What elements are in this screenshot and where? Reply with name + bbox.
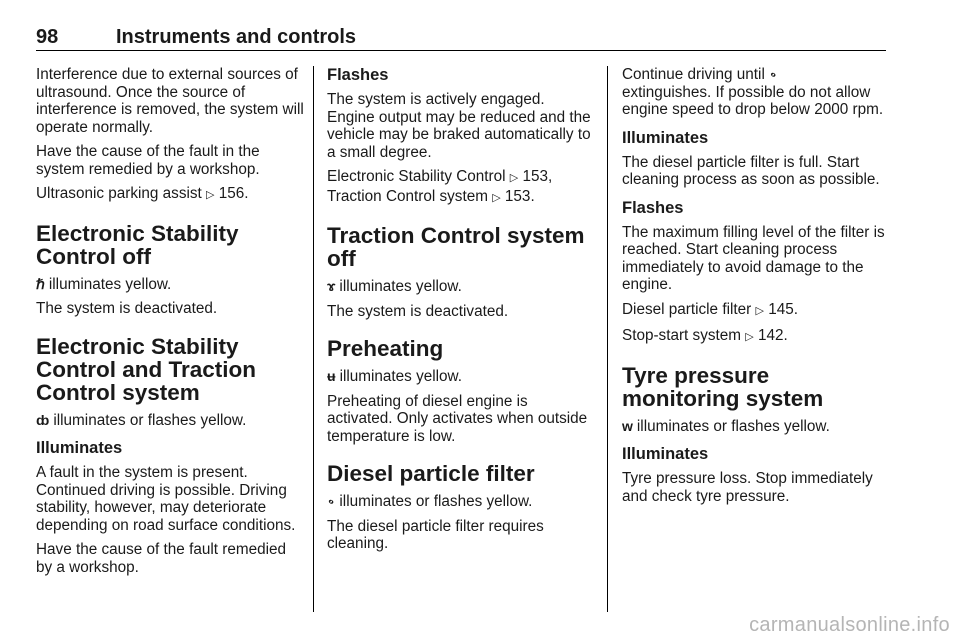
dpf-indicator-text: illuminates or flashes yellow. <box>339 493 533 510</box>
paragraph-continue-driving <box>622 66 890 119</box>
preheat-coil-icon: ʉ <box>327 368 336 384</box>
column-divider-1 <box>313 66 314 612</box>
particle-filter-icon: ꠶ <box>327 493 336 509</box>
heading-flashes: Flashes <box>327 66 389 84</box>
tc-off-indicator-text: illuminates yellow. <box>339 278 462 295</box>
esc-off-warning-icon: ℏ <box>36 275 45 292</box>
reference-label: Traction Control system <box>327 187 488 205</box>
reference-label: Ultrasonic parking assist <box>36 185 202 202</box>
esc-tc-indicator-line <box>36 412 304 430</box>
reference-label: Electronic Stability Control <box>327 168 506 185</box>
reference-page: 142. <box>757 327 788 344</box>
esc-off-indicator-text: illuminates yellow. <box>48 275 172 293</box>
tyre-pressure-icon: w <box>622 417 633 434</box>
column-divider-2 <box>607 66 608 612</box>
reference-stop-start[interactable] <box>622 327 890 347</box>
reference-esc[interactable] <box>327 168 552 185</box>
page-header <box>36 22 886 52</box>
paragraph-max-filling: The maximum filling level of the filter is reached. Start cleaning process immediately to avoid damage to the engine. <box>622 223 885 293</box>
paragraph-preheating: Preheating of diesel engine is activated. Only activates when outside temperature is low. <box>327 392 588 445</box>
column-3 <box>622 66 890 512</box>
footer-watermark: carmanualsonline.info <box>749 614 950 636</box>
reference-page: 145. <box>768 300 798 318</box>
paragraph-filter-full: The diesel particle filter is full. Start cleaning process as soon as possible. <box>622 153 880 188</box>
tc-off-warning-icon: ɤ <box>327 278 336 294</box>
heading-illuminates: Illuminates <box>36 439 123 457</box>
heading-preheating: Preheating <box>327 336 444 361</box>
heading-dpf: Diesel particle filter <box>327 461 535 486</box>
paragraph-dpf-cleaning: The diesel particle filter requires cleaning. <box>327 517 544 552</box>
esc-tc-indicator-text: illuminates or flashes yellow. <box>53 411 247 429</box>
preheat-indicator-text: illuminates yellow. <box>339 368 462 385</box>
page-title: Instruments and controls <box>116 26 357 48</box>
reference-page: 153. <box>504 187 535 205</box>
header-rule <box>36 50 886 51</box>
heading-flashes: Flashes <box>622 198 684 217</box>
paragraph-workshop: Have the cause of the fault in the system remedied by a workshop. <box>36 143 260 178</box>
heading-illuminates: Illuminates <box>622 445 709 463</box>
paragraph-actively-engaged: The system is actively engaged. Engine output may be reduced and the vehicle may be braked automatically to a small degree. <box>327 91 591 161</box>
dpf-indicator-line <box>327 493 595 511</box>
page-number: 98 <box>36 26 59 48</box>
heading-tc-off: Traction Control system off <box>327 223 585 271</box>
reference-page: 156. <box>218 185 249 202</box>
reference-page: 153, <box>522 168 553 185</box>
references-esc-tc <box>327 168 595 207</box>
reference-arrow-icon: ▷ <box>745 331 754 343</box>
tpms-indicator-line <box>622 418 890 436</box>
continue-text-b: extinguishes. If possible do not allow engine speed to drop below 2000 rpm. <box>622 83 884 118</box>
esc-tc-warning-icon: ȸ <box>36 411 50 428</box>
reference-arrow-icon: ▷ <box>509 172 519 184</box>
heading-esc-tc: Electronic Stability Control and Traction Control system <box>36 333 257 405</box>
reference-arrow-icon: ▷ <box>492 191 501 204</box>
esc-off-deactivated: The system is deactivated. <box>36 300 218 317</box>
paragraph-interference: Interference due to external sources of ultrasound. Once the source of interference is removed, the system will operate normally. <box>36 66 304 136</box>
tpms-indicator-text: illuminates or flashes yellow. <box>636 417 830 435</box>
paragraph-remedy: Have the cause of the fault remedied by a workshop. <box>36 541 287 576</box>
heading-tpms: Tyre pressure monitoring system <box>622 362 824 411</box>
reference-arrow-icon: ▷ <box>755 304 764 317</box>
heading-illuminates: Illuminates <box>622 128 709 147</box>
tc-off-indicator-line <box>327 278 595 296</box>
paragraph-tyre-pressure-loss: Tyre pressure loss. Stop immediately and check tyre pressure. <box>622 470 873 505</box>
particle-filter-icon: ꠶ <box>769 66 778 82</box>
preheat-indicator-line <box>327 368 595 386</box>
reference-label: Stop-start system <box>622 327 742 344</box>
reference-label: Diesel particle filter <box>622 300 752 318</box>
esc-off-indicator-line <box>36 276 304 294</box>
reference-arrow-icon: ▷ <box>206 189 215 201</box>
reference-parking-assist[interactable] <box>36 185 304 205</box>
tc-off-deactivated: The system is deactivated. <box>327 302 509 320</box>
paragraph-fault-present: A fault in the system is present. Continued driving is possible. Driving stability, however, may deteriorate depending on road surface conditions. <box>36 464 296 534</box>
column-2 <box>327 66 595 560</box>
heading-esc-off: Electronic Stability Control off <box>36 220 239 269</box>
reference-dpf[interactable] <box>622 301 890 321</box>
reference-tc[interactable] <box>327 188 535 205</box>
column-1 <box>36 66 304 583</box>
continue-text-a: Continue driving until <box>622 66 765 83</box>
